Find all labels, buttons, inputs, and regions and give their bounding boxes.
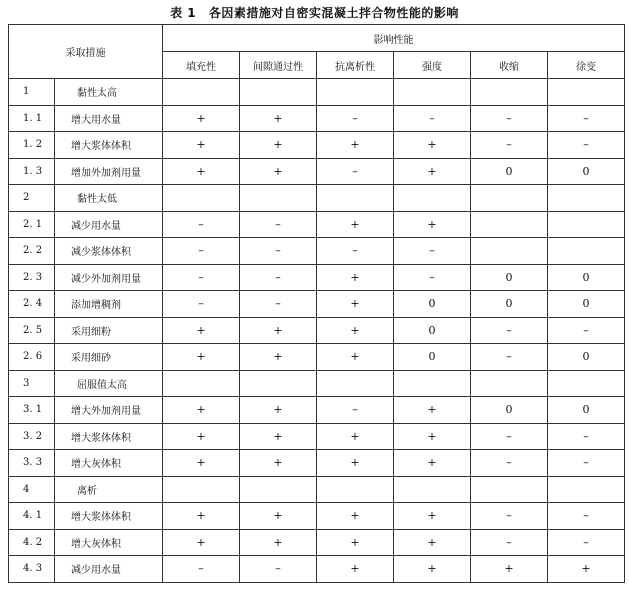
- column-header: 徐变: [548, 52, 625, 79]
- effect-cell: +: [394, 503, 471, 530]
- effect-cell: –: [240, 556, 317, 583]
- row-number: 2. 1: [9, 211, 55, 238]
- measure-label: 减少用水量: [55, 556, 163, 583]
- table-group-row: [9, 476, 625, 503]
- measure-label: 增大灰体积: [55, 450, 163, 477]
- measure-label: 增大外加剂用量: [55, 397, 163, 424]
- effect-cell: +: [317, 529, 394, 556]
- effect-cell: –: [317, 238, 394, 265]
- effect-cell: 0: [548, 344, 625, 371]
- row-number: 3. 3: [9, 450, 55, 477]
- effect-cell: –: [163, 211, 240, 238]
- table-caption: [0, 4, 629, 21]
- effect-cell: –: [548, 132, 625, 159]
- column-header: 强度: [394, 52, 471, 79]
- row-number: 1. 2: [9, 132, 55, 159]
- column-header: 抗离析性: [317, 52, 394, 79]
- effect-cell: +: [317, 423, 394, 450]
- row-number: 2. 3: [9, 264, 55, 291]
- effect-cell: –: [163, 291, 240, 318]
- effect-cell: +: [317, 264, 394, 291]
- table-number: 表 1: [170, 6, 197, 20]
- effect-cell: 0: [471, 264, 548, 291]
- table-row: [9, 317, 625, 344]
- measure-label: 采用细砂: [55, 344, 163, 371]
- effect-cell: –: [471, 317, 548, 344]
- effect-cell: [471, 476, 548, 503]
- effect-cell: –: [548, 529, 625, 556]
- table-group-row: [9, 79, 625, 106]
- effect-cell: [163, 185, 240, 212]
- effect-cell: 0: [394, 291, 471, 318]
- effect-cell: –: [163, 238, 240, 265]
- effect-cell: +: [548, 556, 625, 583]
- row-number: 1: [9, 79, 55, 106]
- effect-cell: +: [317, 344, 394, 371]
- effect-cell: +: [240, 317, 317, 344]
- group-title: 离析: [55, 476, 163, 503]
- table-row: [9, 450, 625, 477]
- effect-cell: [471, 79, 548, 106]
- effect-cell: +: [240, 503, 317, 530]
- effect-cell: +: [240, 344, 317, 371]
- effect-cell: –: [471, 503, 548, 530]
- row-number: 2. 4: [9, 291, 55, 318]
- effect-cell: [548, 476, 625, 503]
- effect-cell: [240, 370, 317, 397]
- table-title: 各因素措施对自密实混凝土拌合物性能的影响: [208, 6, 459, 20]
- effect-cell: –: [471, 344, 548, 371]
- row-number: 1. 3: [9, 158, 55, 185]
- effect-cell: –: [163, 556, 240, 583]
- effect-cell: +: [163, 158, 240, 185]
- effect-cell: [317, 476, 394, 503]
- measure-label: 增大浆体体积: [55, 423, 163, 450]
- effect-cell: +: [163, 529, 240, 556]
- effect-cell: –: [471, 423, 548, 450]
- effect-cell: +: [317, 317, 394, 344]
- effect-cell: +: [394, 211, 471, 238]
- effect-cell: –: [471, 132, 548, 159]
- effect-cell: +: [163, 503, 240, 530]
- effect-cell: [317, 79, 394, 106]
- effect-cell: –: [471, 529, 548, 556]
- effect-cell: –: [240, 264, 317, 291]
- row-number: 3. 2: [9, 423, 55, 450]
- row-number: 2. 2: [9, 238, 55, 265]
- row-number: 1. 1: [9, 105, 55, 132]
- effect-cell: –: [317, 105, 394, 132]
- effect-cell: +: [240, 529, 317, 556]
- effect-cell: [471, 185, 548, 212]
- group-title: 黏性太高: [55, 79, 163, 106]
- table-row: [9, 158, 625, 185]
- effect-cell: –: [240, 211, 317, 238]
- effect-group-header: 影响性能: [163, 25, 625, 52]
- table-row: [9, 423, 625, 450]
- measure-label: 减少用水量: [55, 211, 163, 238]
- effect-cell: +: [163, 344, 240, 371]
- effect-cell: +: [317, 450, 394, 477]
- column-header: 填充性: [163, 52, 240, 79]
- effect-cell: [240, 79, 317, 106]
- effect-cell: [471, 370, 548, 397]
- effect-cell: [548, 238, 625, 265]
- table-row: [9, 529, 625, 556]
- effect-cell: +: [240, 158, 317, 185]
- effect-cell: +: [394, 423, 471, 450]
- effect-cell: [394, 79, 471, 106]
- effect-cell: –: [548, 105, 625, 132]
- row-number: 3: [9, 370, 55, 397]
- effect-cell: +: [240, 450, 317, 477]
- effect-cell: [471, 211, 548, 238]
- row-number: 4. 1: [9, 503, 55, 530]
- effect-cell: +: [317, 291, 394, 318]
- table-row: [9, 264, 625, 291]
- effect-cell: +: [240, 397, 317, 424]
- effect-cell: 0: [548, 158, 625, 185]
- measure-label: 增大浆体体积: [55, 132, 163, 159]
- effect-cell: –: [471, 450, 548, 477]
- table-group-row: [9, 185, 625, 212]
- effect-cell: [317, 185, 394, 212]
- effect-cell: +: [163, 132, 240, 159]
- effect-cell: –: [240, 238, 317, 265]
- effect-cell: +: [394, 158, 471, 185]
- effect-cell: –: [394, 264, 471, 291]
- effect-cell: +: [394, 132, 471, 159]
- measure-label: 减少外加剂用量: [55, 264, 163, 291]
- measure-label: 增大灰体积: [55, 529, 163, 556]
- effect-cell: [394, 370, 471, 397]
- effect-cell: [548, 370, 625, 397]
- row-number: 3. 1: [9, 397, 55, 424]
- effect-cell: 0: [471, 158, 548, 185]
- effect-cell: –: [163, 264, 240, 291]
- effect-cell: 0: [471, 291, 548, 318]
- measure-column-header: 采取措施: [9, 25, 163, 79]
- measure-label: 减少浆体体积: [55, 238, 163, 265]
- row-number: 2. 5: [9, 317, 55, 344]
- row-number: 4. 3: [9, 556, 55, 583]
- effects-table: [8, 24, 625, 583]
- effect-cell: +: [240, 132, 317, 159]
- effect-cell: –: [317, 158, 394, 185]
- effect-cell: [394, 476, 471, 503]
- effect-cell: –: [394, 238, 471, 265]
- effect-cell: +: [394, 450, 471, 477]
- effect-cell: +: [317, 132, 394, 159]
- effect-cell: +: [163, 450, 240, 477]
- effect-cell: +: [163, 317, 240, 344]
- row-number: 2: [9, 185, 55, 212]
- effect-cell: +: [163, 397, 240, 424]
- table-row: [9, 132, 625, 159]
- table-row: [9, 211, 625, 238]
- effect-cell: [548, 79, 625, 106]
- table-row: [9, 238, 625, 265]
- effect-cell: +: [394, 529, 471, 556]
- effect-cell: +: [317, 503, 394, 530]
- effect-cell: [548, 211, 625, 238]
- effect-cell: [317, 370, 394, 397]
- table-body: [9, 79, 625, 583]
- effect-cell: +: [317, 556, 394, 583]
- measure-label: 采用细粉: [55, 317, 163, 344]
- table-row: [9, 503, 625, 530]
- effect-cell: –: [548, 503, 625, 530]
- table-row: [9, 291, 625, 318]
- measure-label: 添加增稠剂: [55, 291, 163, 318]
- effect-cell: [240, 185, 317, 212]
- group-title: 屈服值太高: [55, 370, 163, 397]
- effect-cell: 0: [394, 317, 471, 344]
- effect-cell: +: [163, 423, 240, 450]
- effect-cell: +: [394, 397, 471, 424]
- effect-cell: –: [240, 291, 317, 318]
- effect-cell: 0: [548, 264, 625, 291]
- effect-cell: +: [163, 105, 240, 132]
- group-title: 黏性太低: [55, 185, 163, 212]
- column-header: 间隙通过性: [240, 52, 317, 79]
- effect-cell: +: [317, 211, 394, 238]
- effect-cell: 0: [548, 291, 625, 318]
- effect-cell: –: [394, 105, 471, 132]
- effect-cell: 0: [394, 344, 471, 371]
- measure-label: 增加外加剂用量: [55, 158, 163, 185]
- table-row: [9, 105, 625, 132]
- table-row: [9, 556, 625, 583]
- effect-cell: [548, 185, 625, 212]
- row-number: 2. 6: [9, 344, 55, 371]
- effect-cell: –: [548, 450, 625, 477]
- effect-cell: +: [240, 105, 317, 132]
- effect-cell: [163, 476, 240, 503]
- effect-cell: 0: [471, 397, 548, 424]
- effect-cell: [240, 476, 317, 503]
- effect-cell: –: [317, 397, 394, 424]
- table-row: [9, 397, 625, 424]
- table-row: [9, 344, 625, 371]
- effect-cell: –: [548, 423, 625, 450]
- measure-label: 增大浆体体积: [55, 503, 163, 530]
- table-group-row: [9, 370, 625, 397]
- row-number: 4: [9, 476, 55, 503]
- effect-cell: –: [548, 317, 625, 344]
- effect-cell: 0: [548, 397, 625, 424]
- row-number: 4. 2: [9, 529, 55, 556]
- effect-cell: +: [394, 556, 471, 583]
- effect-cell: +: [240, 423, 317, 450]
- effect-cell: –: [471, 105, 548, 132]
- effect-cell: [163, 370, 240, 397]
- effect-cell: [394, 185, 471, 212]
- measure-label: 增大用水量: [55, 105, 163, 132]
- effect-cell: +: [471, 556, 548, 583]
- column-header: 收缩: [471, 52, 548, 79]
- effect-cell: [471, 238, 548, 265]
- effect-cell: [163, 79, 240, 106]
